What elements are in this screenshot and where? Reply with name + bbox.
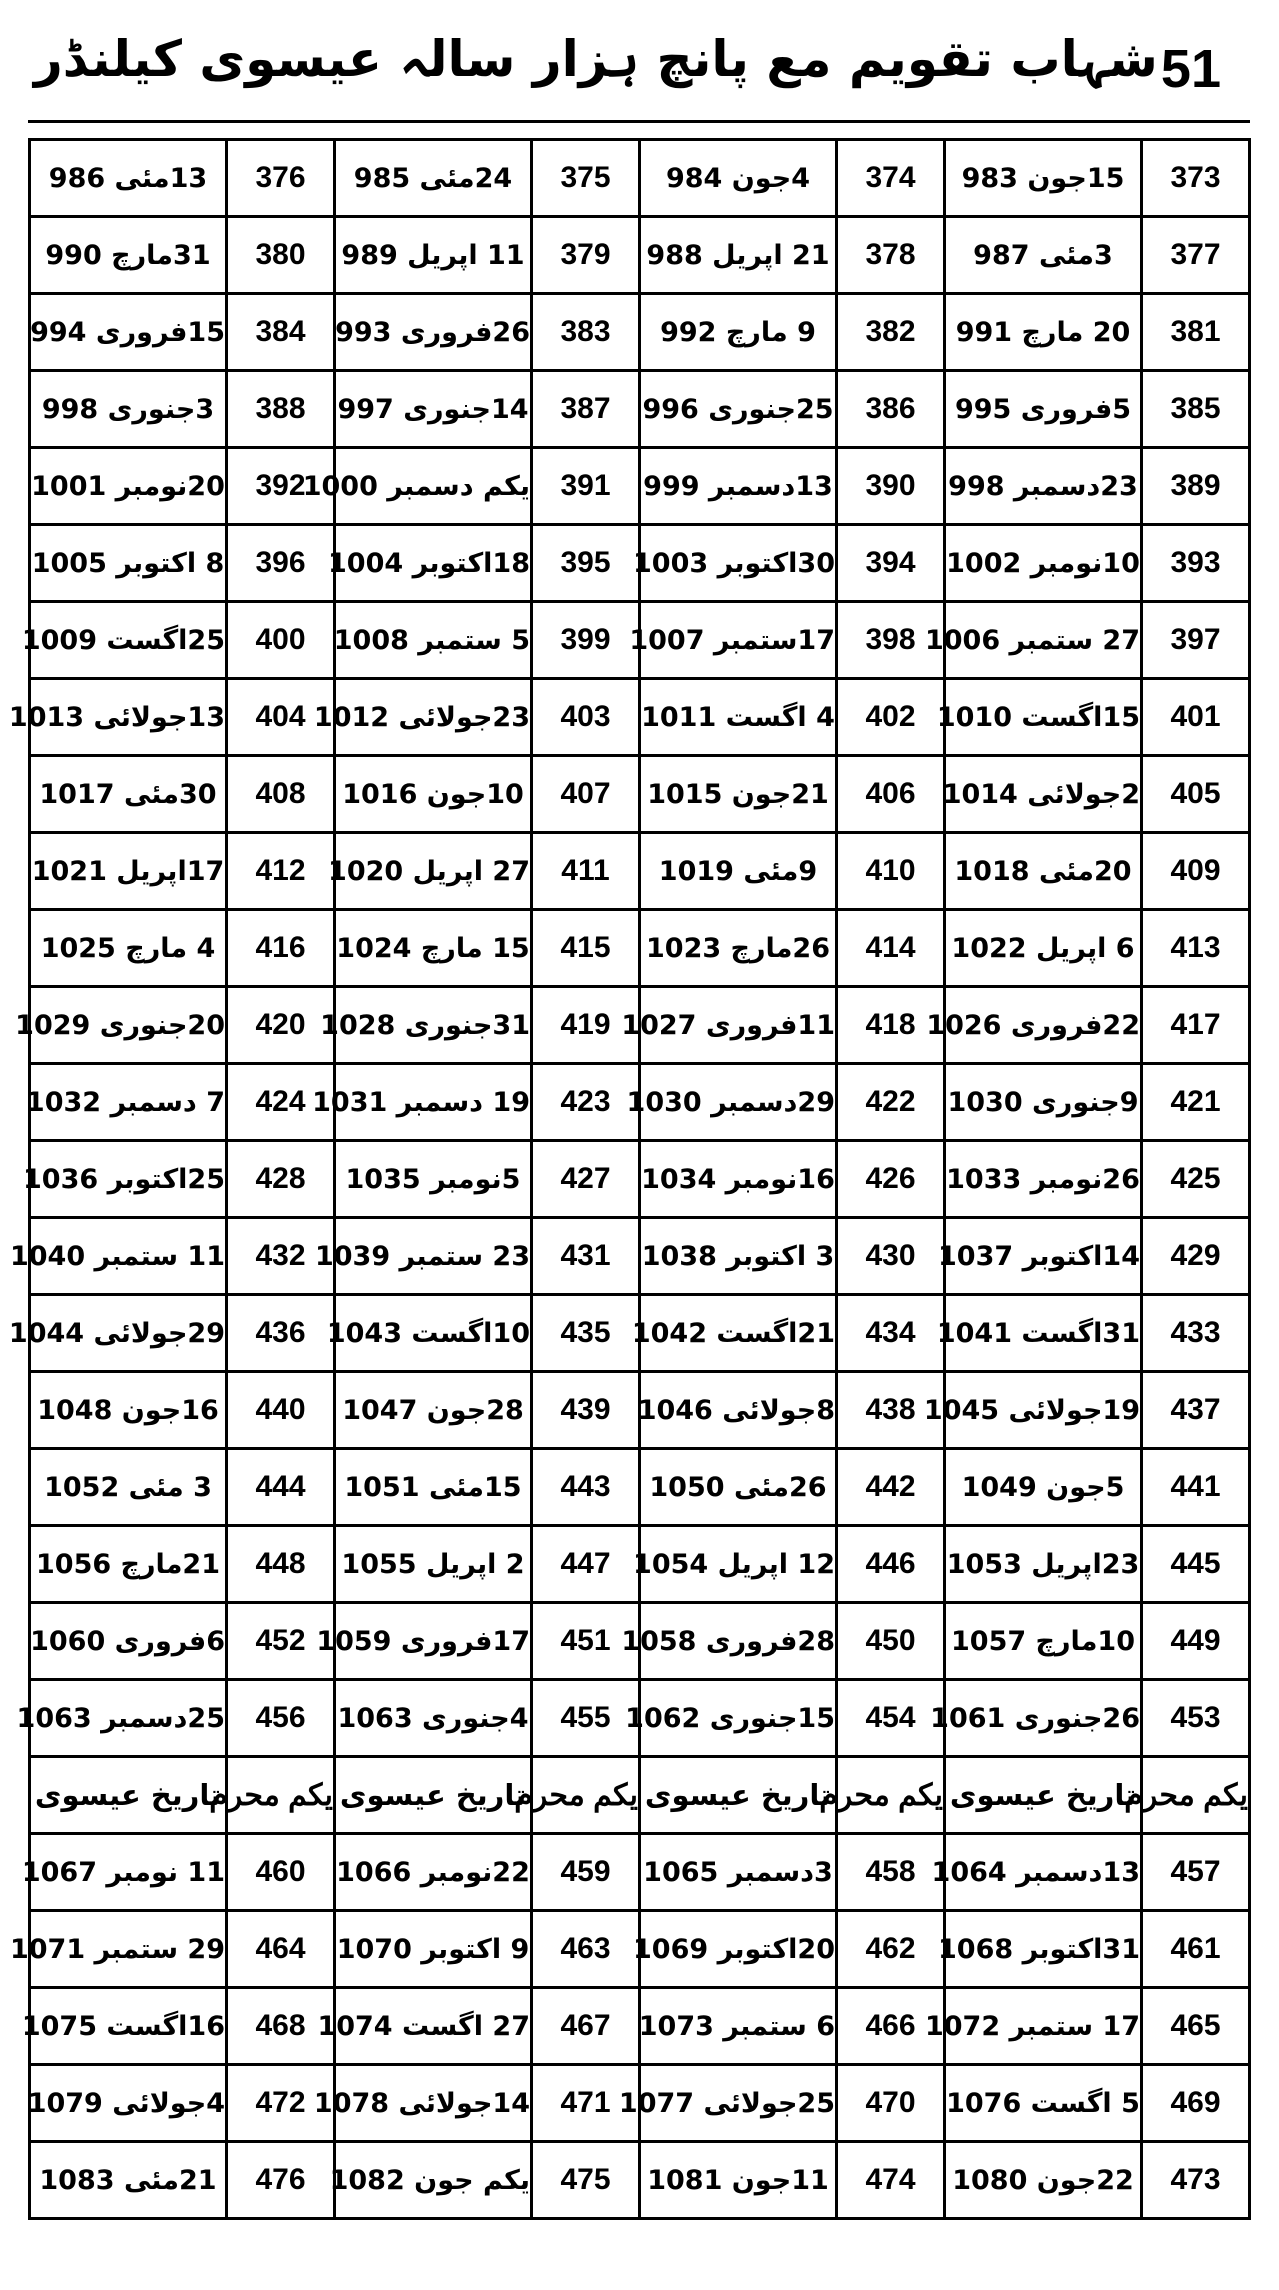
gregorian-date-cell: 19 دسمبر 1031 [335, 1064, 532, 1141]
hijri-year-cell: 416 [227, 910, 335, 987]
gregorian-date-cell: 15اگست 1010 [945, 679, 1142, 756]
gregorian-date-cell: 30مئی 1017 [30, 756, 227, 833]
hijri-year-cell: 459 [532, 1834, 640, 1911]
gregorian-date-cell: 26نومبر 1033 [945, 1141, 1142, 1218]
hijri-year-cell: 407 [532, 756, 640, 833]
hijri-year-cell: 410 [837, 833, 945, 910]
gregorian-date-cell: 20 مارچ 991 [945, 294, 1142, 371]
hijri-year-cell: 408 [227, 756, 335, 833]
table-row [30, 2065, 1250, 2142]
page-title: شہاب تقویم مع پانچ ہزار سالہ عیسوی کیلنڈر [34, 30, 1158, 88]
hijri-year-cell: 421 [1142, 1064, 1250, 1141]
gregorian-date-cell: 6 ستمبر 1073 [640, 1988, 837, 2065]
hijri-year-cell: 462 [837, 1911, 945, 1988]
gregorian-date-cell: 20نومبر 1001 [30, 448, 227, 525]
gregorian-date-cell: 16جون 1048 [30, 1372, 227, 1449]
hijri-year-cell: 406 [837, 756, 945, 833]
gregorian-date-cell: 10مارچ 1057 [945, 1603, 1142, 1680]
gregorian-date-cell: 10نومبر 1002 [945, 525, 1142, 602]
hijri-year-cell: 386 [837, 371, 945, 448]
hijri-year-cell: 384 [227, 294, 335, 371]
hijri-year-cell: 453 [1142, 1680, 1250, 1757]
hijri-year-cell: 473 [1142, 2142, 1250, 2219]
hijri-year-cell: 409 [1142, 833, 1250, 910]
table-row [30, 371, 1250, 448]
hijri-year-cell: 375 [532, 140, 640, 217]
hijri-year-cell: 401 [1142, 679, 1250, 756]
hijri-year-cell: 412 [227, 833, 335, 910]
table-row [30, 1372, 1250, 1449]
gregorian-date-cell: 29دسمبر 1030 [640, 1064, 837, 1141]
gregorian-date-cell: 10جون 1016 [335, 756, 532, 833]
gregorian-date-cell: 5 ستمبر 1008 [335, 602, 532, 679]
hijri-year-cell: 427 [532, 1141, 640, 1218]
gregorian-date-cell: 25دسمبر 1063 [30, 1680, 227, 1757]
gregorian-date-cell: 21مئی 1083 [30, 2142, 227, 2219]
gregorian-date-cell: 23اپریل 1053 [945, 1526, 1142, 1603]
hijri-year-cell: 423 [532, 1064, 640, 1141]
hijri-year-cell: یکم محرم [837, 1757, 945, 1834]
hijri-year-cell: 455 [532, 1680, 640, 1757]
table-row [30, 525, 1250, 602]
hijri-year-cell: 381 [1142, 294, 1250, 371]
gregorian-date-cell: 22جون 1080 [945, 2142, 1142, 2219]
gregorian-date-cell: 20جنوری 1029 [30, 987, 227, 1064]
hijri-year-cell: 448 [227, 1526, 335, 1603]
hijri-year-cell: 414 [837, 910, 945, 987]
table-row [30, 1295, 1250, 1372]
gregorian-date-cell: 27 اپریل 1020 [335, 833, 532, 910]
hijri-year-cell: 472 [227, 2065, 335, 2142]
gregorian-date-cell: تاریخ عیسوی [945, 1757, 1142, 1834]
hijri-year-cell: 431 [532, 1218, 640, 1295]
gregorian-date-cell: 12 اپریل 1054 [640, 1526, 837, 1603]
gregorian-date-cell: 27 اگست 1074 [335, 1988, 532, 2065]
gregorian-date-cell: 31اکتوبر 1068 [945, 1911, 1142, 1988]
gregorian-date-cell: 3مئی 987 [945, 217, 1142, 294]
table-row [30, 448, 1250, 525]
gregorian-date-cell: 23 ستمبر 1039 [335, 1218, 532, 1295]
gregorian-date-cell: 13مئی 986 [30, 140, 227, 217]
gregorian-date-cell: 3 اکتوبر 1038 [640, 1218, 837, 1295]
hijri-year-cell: 476 [227, 2142, 335, 2219]
table-row [30, 2142, 1250, 2219]
hijri-year-cell: 417 [1142, 987, 1250, 1064]
hijri-year-cell: 397 [1142, 602, 1250, 679]
gregorian-date-cell: 25جولائی 1077 [640, 2065, 837, 2142]
hijri-year-cell: 385 [1142, 371, 1250, 448]
table-row [30, 1834, 1250, 1911]
hijri-year-cell: 428 [227, 1141, 335, 1218]
hijri-year-cell: 468 [227, 1988, 335, 2065]
gregorian-date-cell: 3 مئی 1052 [30, 1449, 227, 1526]
gregorian-date-cell: 8 اکتوبر 1005 [30, 525, 227, 602]
gregorian-date-cell: 4جون 984 [640, 140, 837, 217]
hijri-year-cell: 466 [837, 1988, 945, 2065]
gregorian-date-cell: 31مارچ 990 [30, 217, 227, 294]
hijri-year-cell: 435 [532, 1295, 640, 1372]
hijri-year-cell: 439 [532, 1372, 640, 1449]
hijri-year-cell: 475 [532, 2142, 640, 2219]
gregorian-date-cell: 4جولائی 1079 [30, 2065, 227, 2142]
hijri-year-cell: 392 [227, 448, 335, 525]
hijri-year-cell: 387 [532, 371, 640, 448]
table-row [30, 1064, 1250, 1141]
gregorian-date-cell: 18اکتوبر 1004 [335, 525, 532, 602]
gregorian-date-cell: 9جنوری 1030 [945, 1064, 1142, 1141]
hijri-year-cell: یکم محرم [227, 1757, 335, 1834]
gregorian-date-cell: 21 اپریل 988 [640, 217, 837, 294]
hijri-year-cell: 422 [837, 1064, 945, 1141]
hijri-year-cell: 447 [532, 1526, 640, 1603]
hijri-year-cell: 383 [532, 294, 640, 371]
table-row [30, 1141, 1250, 1218]
gregorian-date-cell: 29جولائی 1044 [30, 1295, 227, 1372]
hijri-year-cell: 400 [227, 602, 335, 679]
hijri-year-cell: 445 [1142, 1526, 1250, 1603]
gregorian-date-cell: 13جولائی 1013 [30, 679, 227, 756]
gregorian-date-cell: 28جون 1047 [335, 1372, 532, 1449]
table-row [30, 217, 1250, 294]
hijri-year-cell: 388 [227, 371, 335, 448]
gregorian-date-cell: 6 اپریل 1022 [945, 910, 1142, 987]
gregorian-date-cell: یکم جون 1082 [335, 2142, 532, 2219]
hijri-year-cell: 419 [532, 987, 640, 1064]
gregorian-date-cell: 15مئی 1051 [335, 1449, 532, 1526]
hijri-year-cell: 425 [1142, 1141, 1250, 1218]
gregorian-date-cell: 14جنوری 997 [335, 371, 532, 448]
calendar-body [8, 140, 1250, 2219]
table-row [30, 679, 1250, 756]
hijri-year-cell: 474 [837, 2142, 945, 2219]
table-row [30, 756, 1250, 833]
gregorian-date-cell: 4جنوری 1063 [335, 1680, 532, 1757]
gregorian-date-cell: 15جون 983 [945, 140, 1142, 217]
gregorian-date-cell: 15 مارچ 1024 [335, 910, 532, 987]
gregorian-date-cell: 29 ستمبر 1071 [30, 1911, 227, 1988]
gregorian-date-cell: 27 ستمبر 1006 [945, 602, 1142, 679]
hijri-year-cell: 378 [837, 217, 945, 294]
hijri-year-cell: 374 [837, 140, 945, 217]
hijri-year-cell: 437 [1142, 1372, 1250, 1449]
table-row [30, 140, 1250, 217]
hijri-year-cell: 449 [1142, 1603, 1250, 1680]
hijri-year-cell: 395 [532, 525, 640, 602]
gregorian-date-cell: 16اگست 1075 [30, 1988, 227, 2065]
hijri-year-cell: یکم محرم [1142, 1757, 1250, 1834]
gregorian-date-cell: 13دسمبر 1064 [945, 1834, 1142, 1911]
gregorian-date-cell: 21اگست 1042 [640, 1295, 837, 1372]
hijri-year-cell: 426 [837, 1141, 945, 1218]
hijri-year-cell: 398 [837, 602, 945, 679]
table-row [30, 1988, 1250, 2065]
hijri-year-cell: 403 [532, 679, 640, 756]
hijri-year-cell: 382 [837, 294, 945, 371]
gregorian-date-cell: تاریخ عیسوی [335, 1757, 532, 1834]
gregorian-date-cell: 9 مارچ 992 [640, 294, 837, 371]
header-rule [28, 120, 1250, 123]
gregorian-date-cell: 21مارچ 1056 [30, 1526, 227, 1603]
hijri-year-cell: 379 [532, 217, 640, 294]
table-row [30, 1680, 1250, 1757]
hijri-year-cell: 443 [532, 1449, 640, 1526]
gregorian-date-cell: 11 نومبر 1067 [30, 1834, 227, 1911]
hijri-year-cell: 441 [1142, 1449, 1250, 1526]
gregorian-date-cell: 7 دسمبر 1032 [30, 1064, 227, 1141]
hijri-year-cell: 413 [1142, 910, 1250, 987]
gregorian-date-cell: 22نومبر 1066 [335, 1834, 532, 1911]
hijri-year-cell: 457 [1142, 1834, 1250, 1911]
table-row [30, 1218, 1250, 1295]
gregorian-date-cell: 11 اپریل 989 [335, 217, 532, 294]
hijri-year-cell: 434 [837, 1295, 945, 1372]
gregorian-date-cell: 2جولائی 1014 [945, 756, 1142, 833]
gregorian-date-cell: 28فروری 1058 [640, 1603, 837, 1680]
gregorian-date-cell: 5نومبر 1035 [335, 1141, 532, 1218]
hijri-year-cell: 411 [532, 833, 640, 910]
hijri-year-cell: یکم محرم [532, 1757, 640, 1834]
hijri-year-cell: 373 [1142, 140, 1250, 217]
table-row [30, 987, 1250, 1064]
gregorian-date-cell: 30اکتوبر 1003 [640, 525, 837, 602]
hijri-year-cell: 465 [1142, 1988, 1250, 2065]
hijri-year-cell: 389 [1142, 448, 1250, 525]
table-row [30, 1603, 1250, 1680]
table-row [30, 1911, 1250, 1988]
hijri-year-cell: 377 [1142, 217, 1250, 294]
hijri-year-cell: 376 [227, 140, 335, 217]
hijri-year-cell: 452 [227, 1603, 335, 1680]
gregorian-date-cell: 10اگست 1043 [335, 1295, 532, 1372]
hijri-year-cell: 463 [532, 1911, 640, 1988]
hijri-year-cell: 420 [227, 987, 335, 1064]
gregorian-date-cell: 3جنوری 998 [30, 371, 227, 448]
hijri-year-cell: 461 [1142, 1911, 1250, 1988]
gregorian-date-cell: 4 اگست 1011 [640, 679, 837, 756]
hijri-year-cell: 451 [532, 1603, 640, 1680]
hijri-year-cell: 454 [837, 1680, 945, 1757]
gregorian-date-cell: 8جولائی 1046 [640, 1372, 837, 1449]
column-header-row [30, 1757, 1250, 1834]
hijri-year-cell: 444 [227, 1449, 335, 1526]
gregorian-date-cell: 31اگست 1041 [945, 1295, 1142, 1372]
gregorian-date-cell: 17فروری 1059 [335, 1603, 532, 1680]
gregorian-date-cell: 22فروری 1026 [945, 987, 1142, 1064]
hijri-year-cell: 471 [532, 2065, 640, 2142]
table-row [30, 833, 1250, 910]
hijri-year-cell: 380 [227, 217, 335, 294]
hijri-year-cell: 438 [837, 1372, 945, 1449]
gregorian-date-cell: 14اکتوبر 1037 [945, 1218, 1142, 1295]
hijri-year-cell: 390 [837, 448, 945, 525]
hijri-year-cell: 430 [837, 1218, 945, 1295]
gregorian-date-cell: 5 اگست 1076 [945, 2065, 1142, 2142]
hijri-year-cell: 432 [227, 1218, 335, 1295]
gregorian-date-cell: 19جولائی 1045 [945, 1372, 1142, 1449]
hijri-year-cell: 442 [837, 1449, 945, 1526]
gregorian-date-cell: 21جون 1015 [640, 756, 837, 833]
table-row [30, 602, 1250, 679]
gregorian-date-cell: 5جون 1049 [945, 1449, 1142, 1526]
gregorian-date-cell: 25اگست 1009 [30, 602, 227, 679]
hijri-year-cell: 415 [532, 910, 640, 987]
hijri-year-cell: 467 [532, 1988, 640, 2065]
gregorian-date-cell: 17اپریل 1021 [30, 833, 227, 910]
gregorian-date-cell: 26فروری 993 [335, 294, 532, 371]
gregorian-date-cell: 23دسمبر 998 [945, 448, 1142, 525]
gregorian-date-cell: 25اکتوبر 1036 [30, 1141, 227, 1218]
gregorian-date-cell: 26جنوری 1061 [945, 1680, 1142, 1757]
gregorian-date-cell: 11 ستمبر 1040 [30, 1218, 227, 1295]
hijri-year-cell: 440 [227, 1372, 335, 1449]
hijri-year-cell: 469 [1142, 2065, 1250, 2142]
gregorian-date-cell: 11فروری 1027 [640, 987, 837, 1064]
hijri-year-cell: 429 [1142, 1218, 1250, 1295]
gregorian-date-cell: 6فروری 1060 [30, 1603, 227, 1680]
hijri-year-cell: 405 [1142, 756, 1250, 833]
hijri-year-cell: 460 [227, 1834, 335, 1911]
gregorian-date-cell: 14جولائی 1078 [335, 2065, 532, 2142]
hijri-year-cell: 456 [227, 1680, 335, 1757]
hijri-year-cell: 391 [532, 448, 640, 525]
gregorian-date-cell: 20مئی 1018 [945, 833, 1142, 910]
gregorian-date-cell: 17ستمبر 1007 [640, 602, 837, 679]
gregorian-date-cell: 26مئی 1050 [640, 1449, 837, 1526]
gregorian-date-cell: 25جنوری 996 [640, 371, 837, 448]
hijri-year-cell: 458 [837, 1834, 945, 1911]
hijri-year-cell: 450 [837, 1603, 945, 1680]
calendar-table [8, 138, 1251, 2220]
gregorian-date-cell: 3دسمبر 1065 [640, 1834, 837, 1911]
gregorian-date-cell: 11جون 1081 [640, 2142, 837, 2219]
gregorian-date-cell: 17 ستمبر 1072 [945, 1988, 1142, 2065]
gregorian-date-cell: 20اکتوبر 1069 [640, 1911, 837, 1988]
gregorian-date-cell: 23جولائی 1012 [335, 679, 532, 756]
hijri-year-cell: 394 [837, 525, 945, 602]
gregorian-date-cell: 2 اپریل 1055 [335, 1526, 532, 1603]
hijri-year-cell: 404 [227, 679, 335, 756]
gregorian-date-cell: 9مئی 1019 [640, 833, 837, 910]
table-row [30, 294, 1250, 371]
hijri-year-cell: 424 [227, 1064, 335, 1141]
hijri-year-cell: 396 [227, 525, 335, 602]
gregorian-date-cell: 16نومبر 1034 [640, 1141, 837, 1218]
gregorian-date-cell: 9 اکتوبر 1070 [335, 1911, 532, 1988]
hijri-year-cell: 393 [1142, 525, 1250, 602]
gregorian-date-cell: 13دسمبر 999 [640, 448, 837, 525]
hijri-year-cell: 402 [837, 679, 945, 756]
gregorian-date-cell: 15فروری 994 [30, 294, 227, 371]
page-number: 51 [1160, 39, 1221, 99]
gregorian-date-cell: 4 مارچ 1025 [30, 910, 227, 987]
table-row [30, 1526, 1250, 1603]
hijri-year-cell: 399 [532, 602, 640, 679]
hijri-year-cell: 446 [837, 1526, 945, 1603]
gregorian-date-cell: 15جنوری 1062 [640, 1680, 837, 1757]
gregorian-date-cell: تاریخ عیسوی [30, 1757, 227, 1834]
gregorian-date-cell: تاریخ عیسوی [640, 1757, 837, 1834]
hijri-year-cell: 464 [227, 1911, 335, 1988]
gregorian-date-cell: 26مارچ 1023 [640, 910, 837, 987]
gregorian-date-cell: یکم دسمبر 1000 [335, 448, 532, 525]
gregorian-date-cell: 31جنوری 1028 [335, 987, 532, 1064]
table-row [30, 910, 1250, 987]
table-row [30, 1449, 1250, 1526]
hijri-year-cell: 433 [1142, 1295, 1250, 1372]
hijri-year-cell: 436 [227, 1295, 335, 1372]
hijri-year-cell: 470 [837, 2065, 945, 2142]
gregorian-date-cell: 5فروری 995 [945, 371, 1142, 448]
gregorian-date-cell: 24مئی 985 [335, 140, 532, 217]
hijri-year-cell: 418 [837, 987, 945, 1064]
